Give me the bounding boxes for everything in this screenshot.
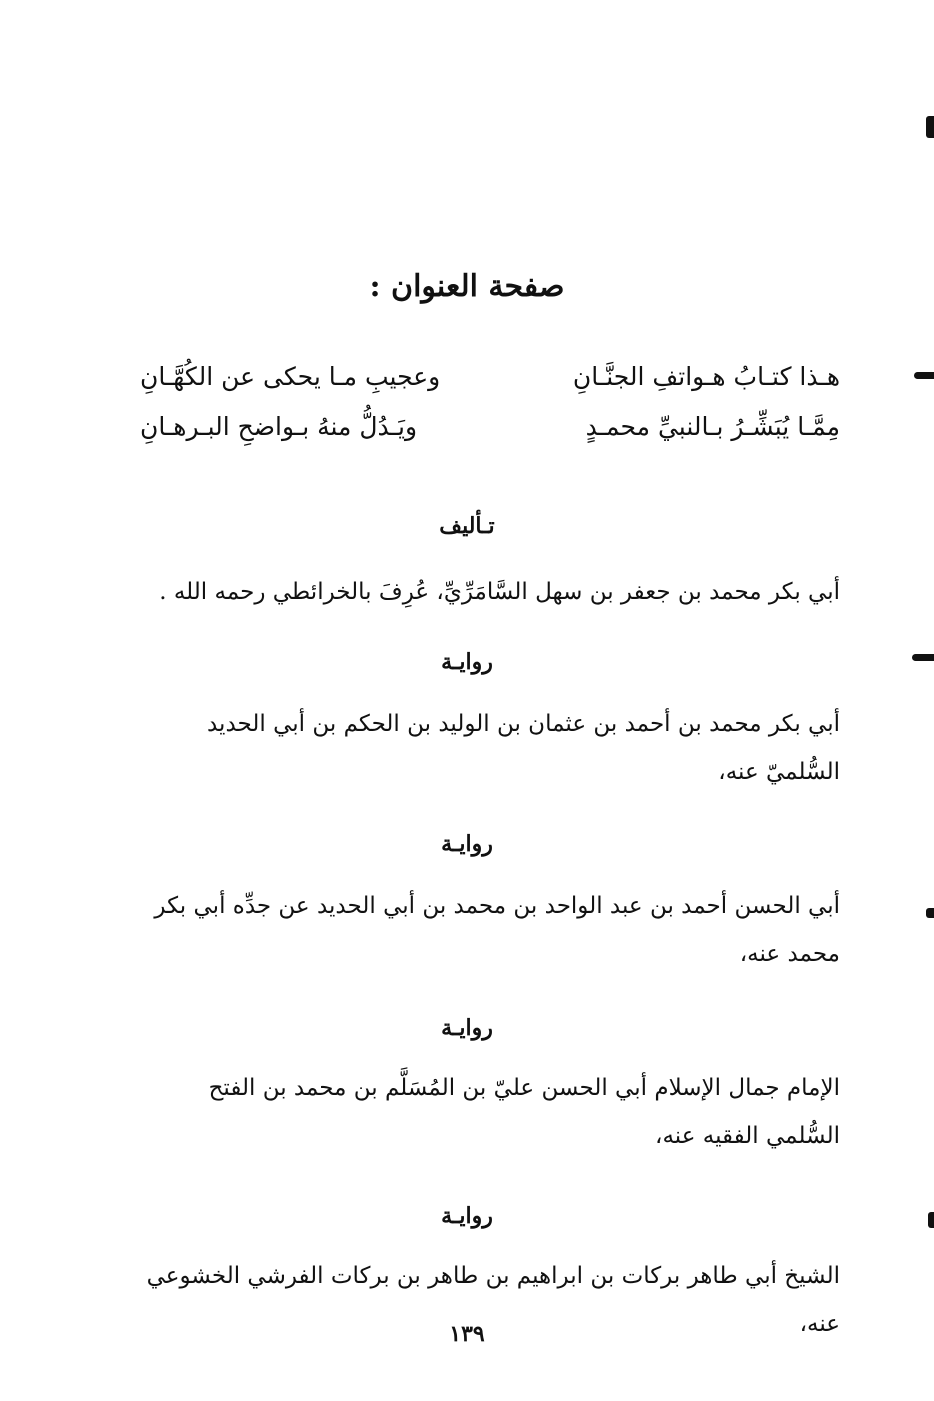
section-body-narration-2: أبي الحسن أحمد بن عبد الواحد بن محمد بن أبي الحديد عن جدِّه أبي بكر محمد عنه، [154,893,840,967]
scan-edge-mark-1 [926,116,934,138]
section-heading-narration-4: روايـة [441,1203,493,1229]
section-heading-narration-2: روايـة [441,831,493,857]
page-number: ١٣٩ [449,1321,485,1347]
section-heading-narration-1: روايـة [441,649,493,675]
scan-edge-mark-3 [912,654,934,661]
section-heading-narration-3: روايـة [441,1015,493,1041]
verse-2-first-hemistich: مِمَّـا يُبَشِّـرُ بـالنبيِّ محمـدٍ [585,412,840,441]
verse-1-first-hemistich: هـذا كتـابُ هـواتفِ الجنَّـانِ [572,362,840,391]
section-body-authorship: أبي بكر محمد بن جعفر بن سهل السَّامَرِّيِّ، عُرِفَ بالخرائطي رحمه الله . [159,579,840,605]
verse-1-second-hemistich: وعجيبِ مـا يحكى عن الكُهَّـانِ [140,362,441,391]
poem-verse-1 [140,355,840,399]
section-body-narration-3: الإمام جمال الإسلام أبي الحسن عليّ بن المُسَلَّم بن محمد بن الفتح السُّلمي الفقيه عنه، [208,1075,840,1149]
section-heading-authorship: تـأليف [439,513,495,539]
verse-2-second-hemistich: ويَـدُلُّ منهُ بـواضحِ البـرهـانِ [140,412,418,441]
scan-edge-mark-4 [926,908,934,918]
scan-edge-mark-2 [914,372,934,379]
page-title: صفحة العنوان : [369,269,565,304]
poem-verse-2 [140,405,840,449]
section-body-narration-1: أبي بكر محمد بن أحمد بن عثمان بن الوليد بن الحكم بن أبي الحديد السُّلميّ عنه، [206,711,840,785]
scan-edge-mark-5 [928,1212,934,1228]
section-body-narration-4: الشيخ أبي طاهر بركات بن ابراهيم بن طاهر بن بركات الفرشي الخشوعي عنه، [146,1263,840,1337]
